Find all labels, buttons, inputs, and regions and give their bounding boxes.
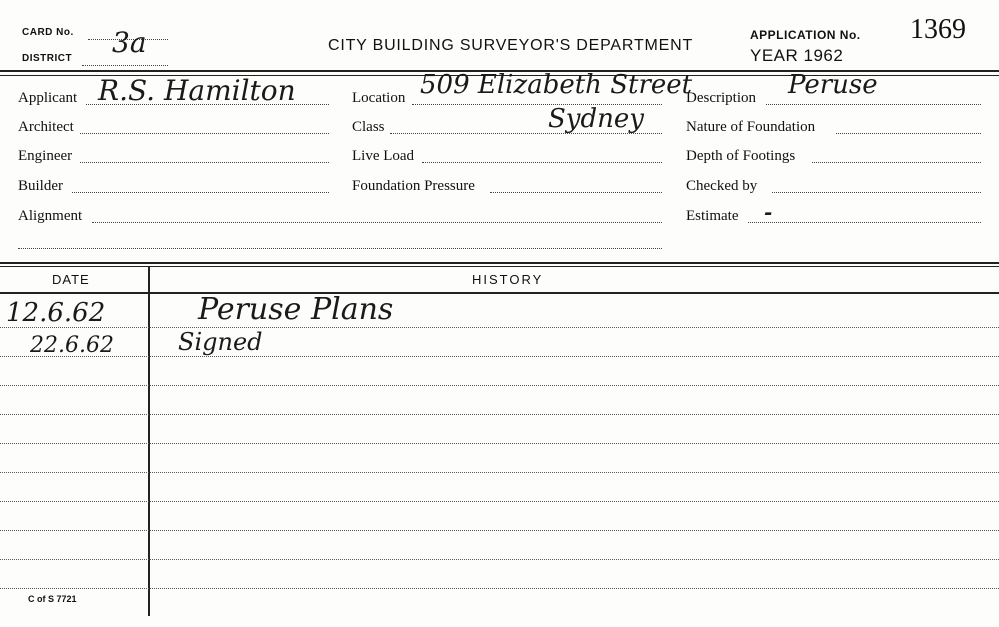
application-no-value: 1369 xyxy=(910,14,966,45)
location-value-line2: Sydney xyxy=(548,104,644,134)
class-line xyxy=(390,133,662,134)
nature-of-foundation-line xyxy=(836,133,981,134)
history-line xyxy=(0,530,999,531)
builder-line xyxy=(72,192,329,193)
location-value-line1: 509 Elizabeth Street xyxy=(420,70,693,100)
date-column-divider xyxy=(148,266,150,616)
district-line xyxy=(82,65,168,66)
alignment-label: Alignment xyxy=(18,208,83,224)
foundation-pressure-line xyxy=(490,192,662,193)
history-header-rule xyxy=(0,292,999,294)
live-load-label: Live Load xyxy=(352,148,415,164)
location-label: Location xyxy=(352,90,406,106)
applicant-label: Applicant xyxy=(18,90,78,106)
engineer-line xyxy=(80,162,329,163)
date-header: DATE xyxy=(52,272,90,287)
engineer-label: Engineer xyxy=(18,148,73,164)
district-value: 3a xyxy=(112,26,147,59)
checked-by-label: Checked by xyxy=(686,178,758,194)
history-line xyxy=(0,385,999,386)
card-no-label: CARD No. xyxy=(22,27,74,38)
alignment-line xyxy=(92,222,662,223)
description-line xyxy=(766,104,981,105)
history-line xyxy=(0,443,999,444)
history-line xyxy=(0,588,999,589)
builder-label: Builder xyxy=(18,178,63,194)
estimate-label: Estimate xyxy=(686,208,739,224)
live-load-line xyxy=(422,162,662,163)
application-no-label: APPLICATION No. xyxy=(750,28,861,42)
department-title: CITY BUILDING SURVEYOR'S DEPARTMENT xyxy=(328,37,694,54)
history-line xyxy=(0,327,999,328)
history-line xyxy=(0,472,999,473)
history-line xyxy=(0,559,999,560)
form-code: C of S 7721 xyxy=(28,594,77,604)
history-line xyxy=(0,414,999,415)
depth-of-footings-label: Depth of Footings xyxy=(686,148,796,164)
district-label: DISTRICT xyxy=(22,53,73,64)
history-line xyxy=(0,501,999,502)
history-line xyxy=(0,356,999,357)
nature-of-foundation-label: Nature of Foundation xyxy=(686,119,816,135)
history-entry-date: 12.6.62 xyxy=(6,298,106,328)
description-value: Peruse xyxy=(788,70,878,100)
foundation-pressure-label: Foundation Pressure xyxy=(352,178,475,194)
year-label: YEAR 1962 xyxy=(750,46,844,65)
alignment-line-2 xyxy=(18,248,662,249)
checked-by-line xyxy=(772,192,981,193)
estimate-value: - xyxy=(764,200,773,224)
history-entry-date: 22.6.62 xyxy=(30,333,114,358)
depth-of-footings-line xyxy=(812,162,981,163)
applicant-value: R.S. Hamilton xyxy=(98,74,296,107)
history-rule-top-2 xyxy=(0,266,999,267)
architect-line xyxy=(80,133,329,134)
history-entry-text: Signed xyxy=(178,328,263,356)
history-header: HISTORY xyxy=(472,272,544,287)
history-rule-top xyxy=(0,262,999,264)
estimate-line xyxy=(748,222,981,223)
class-label: Class xyxy=(352,119,385,135)
description-label: Description xyxy=(686,90,756,106)
history-entry-text: Peruse Plans xyxy=(198,292,394,327)
architect-label: Architect xyxy=(18,119,74,135)
